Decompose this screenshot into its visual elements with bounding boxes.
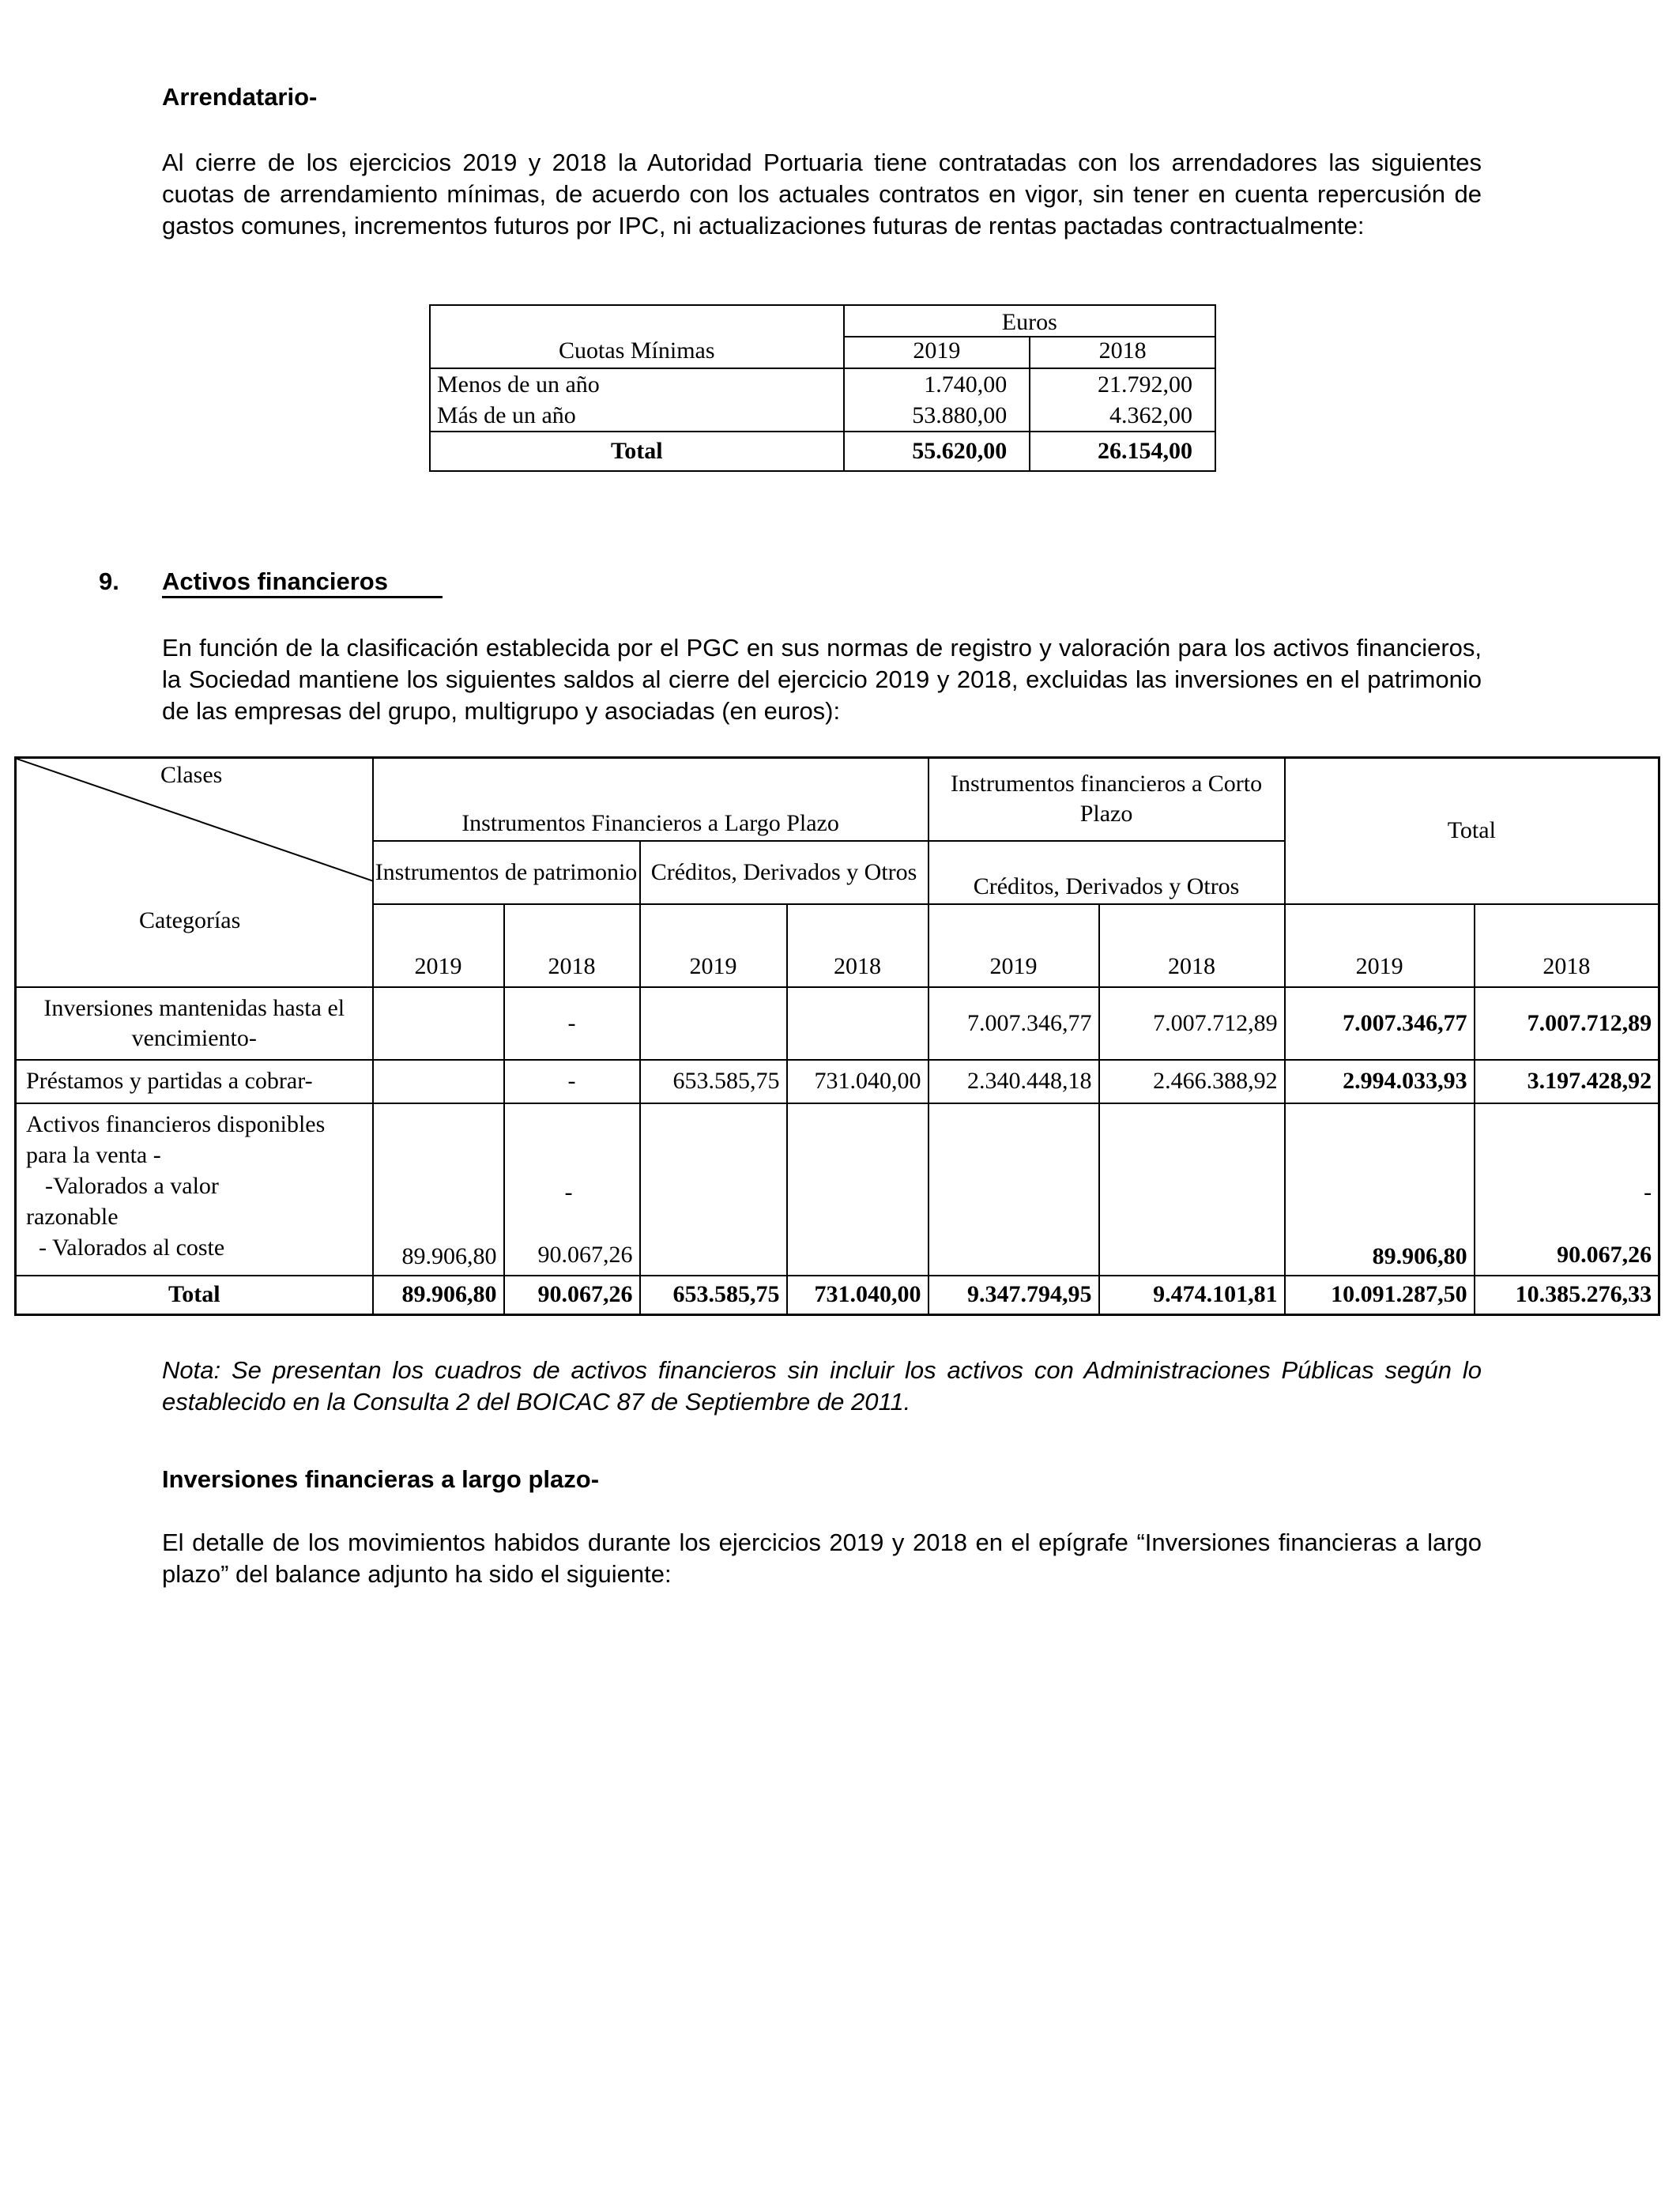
cuotas-total-2018: 26.154,00: [1030, 432, 1215, 471]
cell-value: [1475, 1103, 1659, 1276]
total-value: 90.067,26: [504, 1276, 640, 1315]
year-header: 2018: [787, 904, 929, 987]
cell-value: 7.007.346,77: [1285, 987, 1475, 1060]
cell-empty: [1099, 1103, 1285, 1276]
nota-paragraph: Nota: Se presentan los cuadros de activos financieros sin incluir los activos con Administraciones Públicas según lo establecido en la Consulta 2 del BOICAC 87 de Septiembre de 2011.: [162, 1356, 1482, 1416]
cell-number: 90.067,26: [1557, 1241, 1652, 1268]
diagonal-line: [17, 759, 374, 988]
total-row: [16, 1276, 1659, 1315]
corner-categorias: Categorías: [139, 907, 241, 933]
total-value: 10.091.287,50: [1285, 1276, 1475, 1315]
cell-value: 7.007.712,89: [1099, 987, 1285, 1060]
row-label-line: - Valorados al coste: [39, 1234, 225, 1261]
section9-number: 9.: [99, 567, 119, 595]
cuotas-value: 1.740,00: [924, 371, 1008, 398]
cuotas-year-2019: 2019: [844, 337, 1030, 368]
cell-value: 2.340.448,18: [929, 1060, 1099, 1103]
year-header: 2019: [1285, 904, 1475, 987]
year-header: 2019: [929, 904, 1099, 987]
cell-value: 731.040,00: [787, 1060, 929, 1103]
cell-empty: [787, 1103, 929, 1276]
cell-empty: [787, 987, 929, 1060]
row-label-line: para la venta -: [26, 1141, 161, 1168]
total-value: 9.347.794,95: [929, 1276, 1099, 1315]
row-label-line: -Valorados a valor: [45, 1172, 219, 1199]
year-header: 2019: [373, 904, 504, 987]
cell-empty: [640, 987, 787, 1060]
activos-financieros-table: [14, 756, 1660, 1316]
year-header: 2018: [1099, 904, 1285, 987]
table-row: [16, 1103, 1659, 1276]
cell-value: 2.994.033,93: [1285, 1060, 1475, 1103]
cuotas-row-label: Más de un año: [437, 402, 576, 428]
year-header: 2018: [504, 904, 640, 987]
total-value: 9.474.101,81: [1099, 1276, 1285, 1315]
lp-header: Instrumentos Financieros a Largo Plazo: [373, 758, 929, 841]
row-label: Inversiones mantenidas hasta el vencimiento-: [16, 987, 373, 1060]
total-label: Total: [16, 1276, 373, 1315]
cuotas-row-header: Cuotas Mínimas: [430, 305, 844, 368]
total-value: 89.906,80: [373, 1276, 504, 1315]
cell-value: -: [504, 987, 640, 1060]
cell-value: 89.906,80: [373, 1103, 504, 1276]
inversiones-heading: Inversiones financieras a largo plazo-: [162, 1465, 600, 1493]
cell-value: 3.197.428,92: [1475, 1060, 1659, 1103]
cell-value: -: [504, 1060, 640, 1103]
arrendatario-paragraph: Al cierre de los ejercicios 2019 y 2018 la Autoridad Portuaria tiene contratadas con los arrendadores las siguientes cuotas de arrendamiento mínimas, de acuerdo con los actuales contratos en vigor, sin tener en cuenta repercusión de gastos comunes, incrementos futuros por IPC, ni actualizaciones futuras de rentas pactadas contractualmente:: [162, 149, 1482, 239]
corner-cell: [16, 758, 373, 987]
total-value: 10.385.276,33: [1475, 1276, 1659, 1315]
section9-paragraph: En función de la clasificación establecida por el PGC en sus normas de registro y valoración para los activos financieros, la Sociedad mantiene los siguientes saldos al cierre del ejercicio 2019 y 2018, excluidas las inversiones en el patrimonio de las empresas del grupo, multigrupo y asociadas (en euros):: [162, 634, 1482, 725]
row-label-line: razonable: [26, 1203, 119, 1230]
euros-header: Euros: [844, 305, 1215, 337]
total-header: Total: [1285, 758, 1659, 904]
cuotas-year-2018: 2018: [1030, 337, 1215, 368]
cell-empty: [373, 987, 504, 1060]
inversiones-paragraph: El detalle de los movimientos habidos durante los ejercicios 2019 y 2018 en el epígrafe “Inversiones financieras a largo plazo” del balance adjunto ha sido el siguiente:: [162, 1529, 1482, 1588]
cell-value: 653.585,75: [640, 1060, 787, 1103]
cuotas-total-label: Total: [430, 432, 844, 471]
cell-dash: -: [564, 1178, 573, 1205]
year-header: 2019: [640, 904, 787, 987]
row-label-line: Activos financieros disponibles: [26, 1110, 326, 1137]
table-row: [16, 1060, 1659, 1103]
cuotas-total-2019: 55.620,00: [844, 432, 1030, 471]
cuotas-minimas-table: [429, 304, 1216, 472]
cell-value: [504, 1103, 640, 1276]
sub-creditos-lp: Créditos, Derivados y Otros: [640, 841, 929, 904]
total-value: 731.040,00: [787, 1276, 929, 1315]
cp-header: Instrumentos financieros a Corto Plazo: [929, 758, 1285, 841]
cuotas-values-2018: [1030, 368, 1215, 432]
corner-clases: Clases: [160, 762, 223, 788]
section9-title: Activos financieros: [162, 567, 443, 598]
cuotas-labels: [430, 368, 844, 432]
arrendatario-heading: Arrendatario-: [162, 83, 318, 111]
cell-empty: [640, 1103, 787, 1276]
sub-patrimonio: Instrumentos de patrimonio: [373, 841, 640, 904]
cell-value: 7.007.346,77: [929, 987, 1099, 1060]
cuotas-values-2019: [844, 368, 1030, 432]
cell-empty: [373, 1060, 504, 1103]
sub-creditos-cp: Créditos, Derivados y Otros: [929, 841, 1285, 904]
cell-value: 7.007.712,89: [1475, 987, 1659, 1060]
row-label: Préstamos y partidas a cobrar-: [16, 1060, 373, 1103]
cuotas-value: 21.792,00: [1098, 371, 1192, 398]
cell-dash: -: [1644, 1178, 1652, 1205]
cell-number: 90.067,26: [537, 1241, 633, 1268]
table-row: [16, 987, 1659, 1060]
year-header: 2018: [1475, 904, 1659, 987]
cuotas-value: 53.880,00: [912, 402, 1008, 428]
row-label: [16, 1103, 373, 1276]
cuotas-value: 4.362,00: [1109, 402, 1192, 428]
cuotas-row-label: Menos de un año: [437, 371, 600, 398]
total-value: 653.585,75: [640, 1276, 787, 1315]
cell-empty: [929, 1103, 1099, 1276]
cell-value: 2.466.388,92: [1099, 1060, 1285, 1103]
cell-value: 89.906,80: [1285, 1103, 1475, 1276]
